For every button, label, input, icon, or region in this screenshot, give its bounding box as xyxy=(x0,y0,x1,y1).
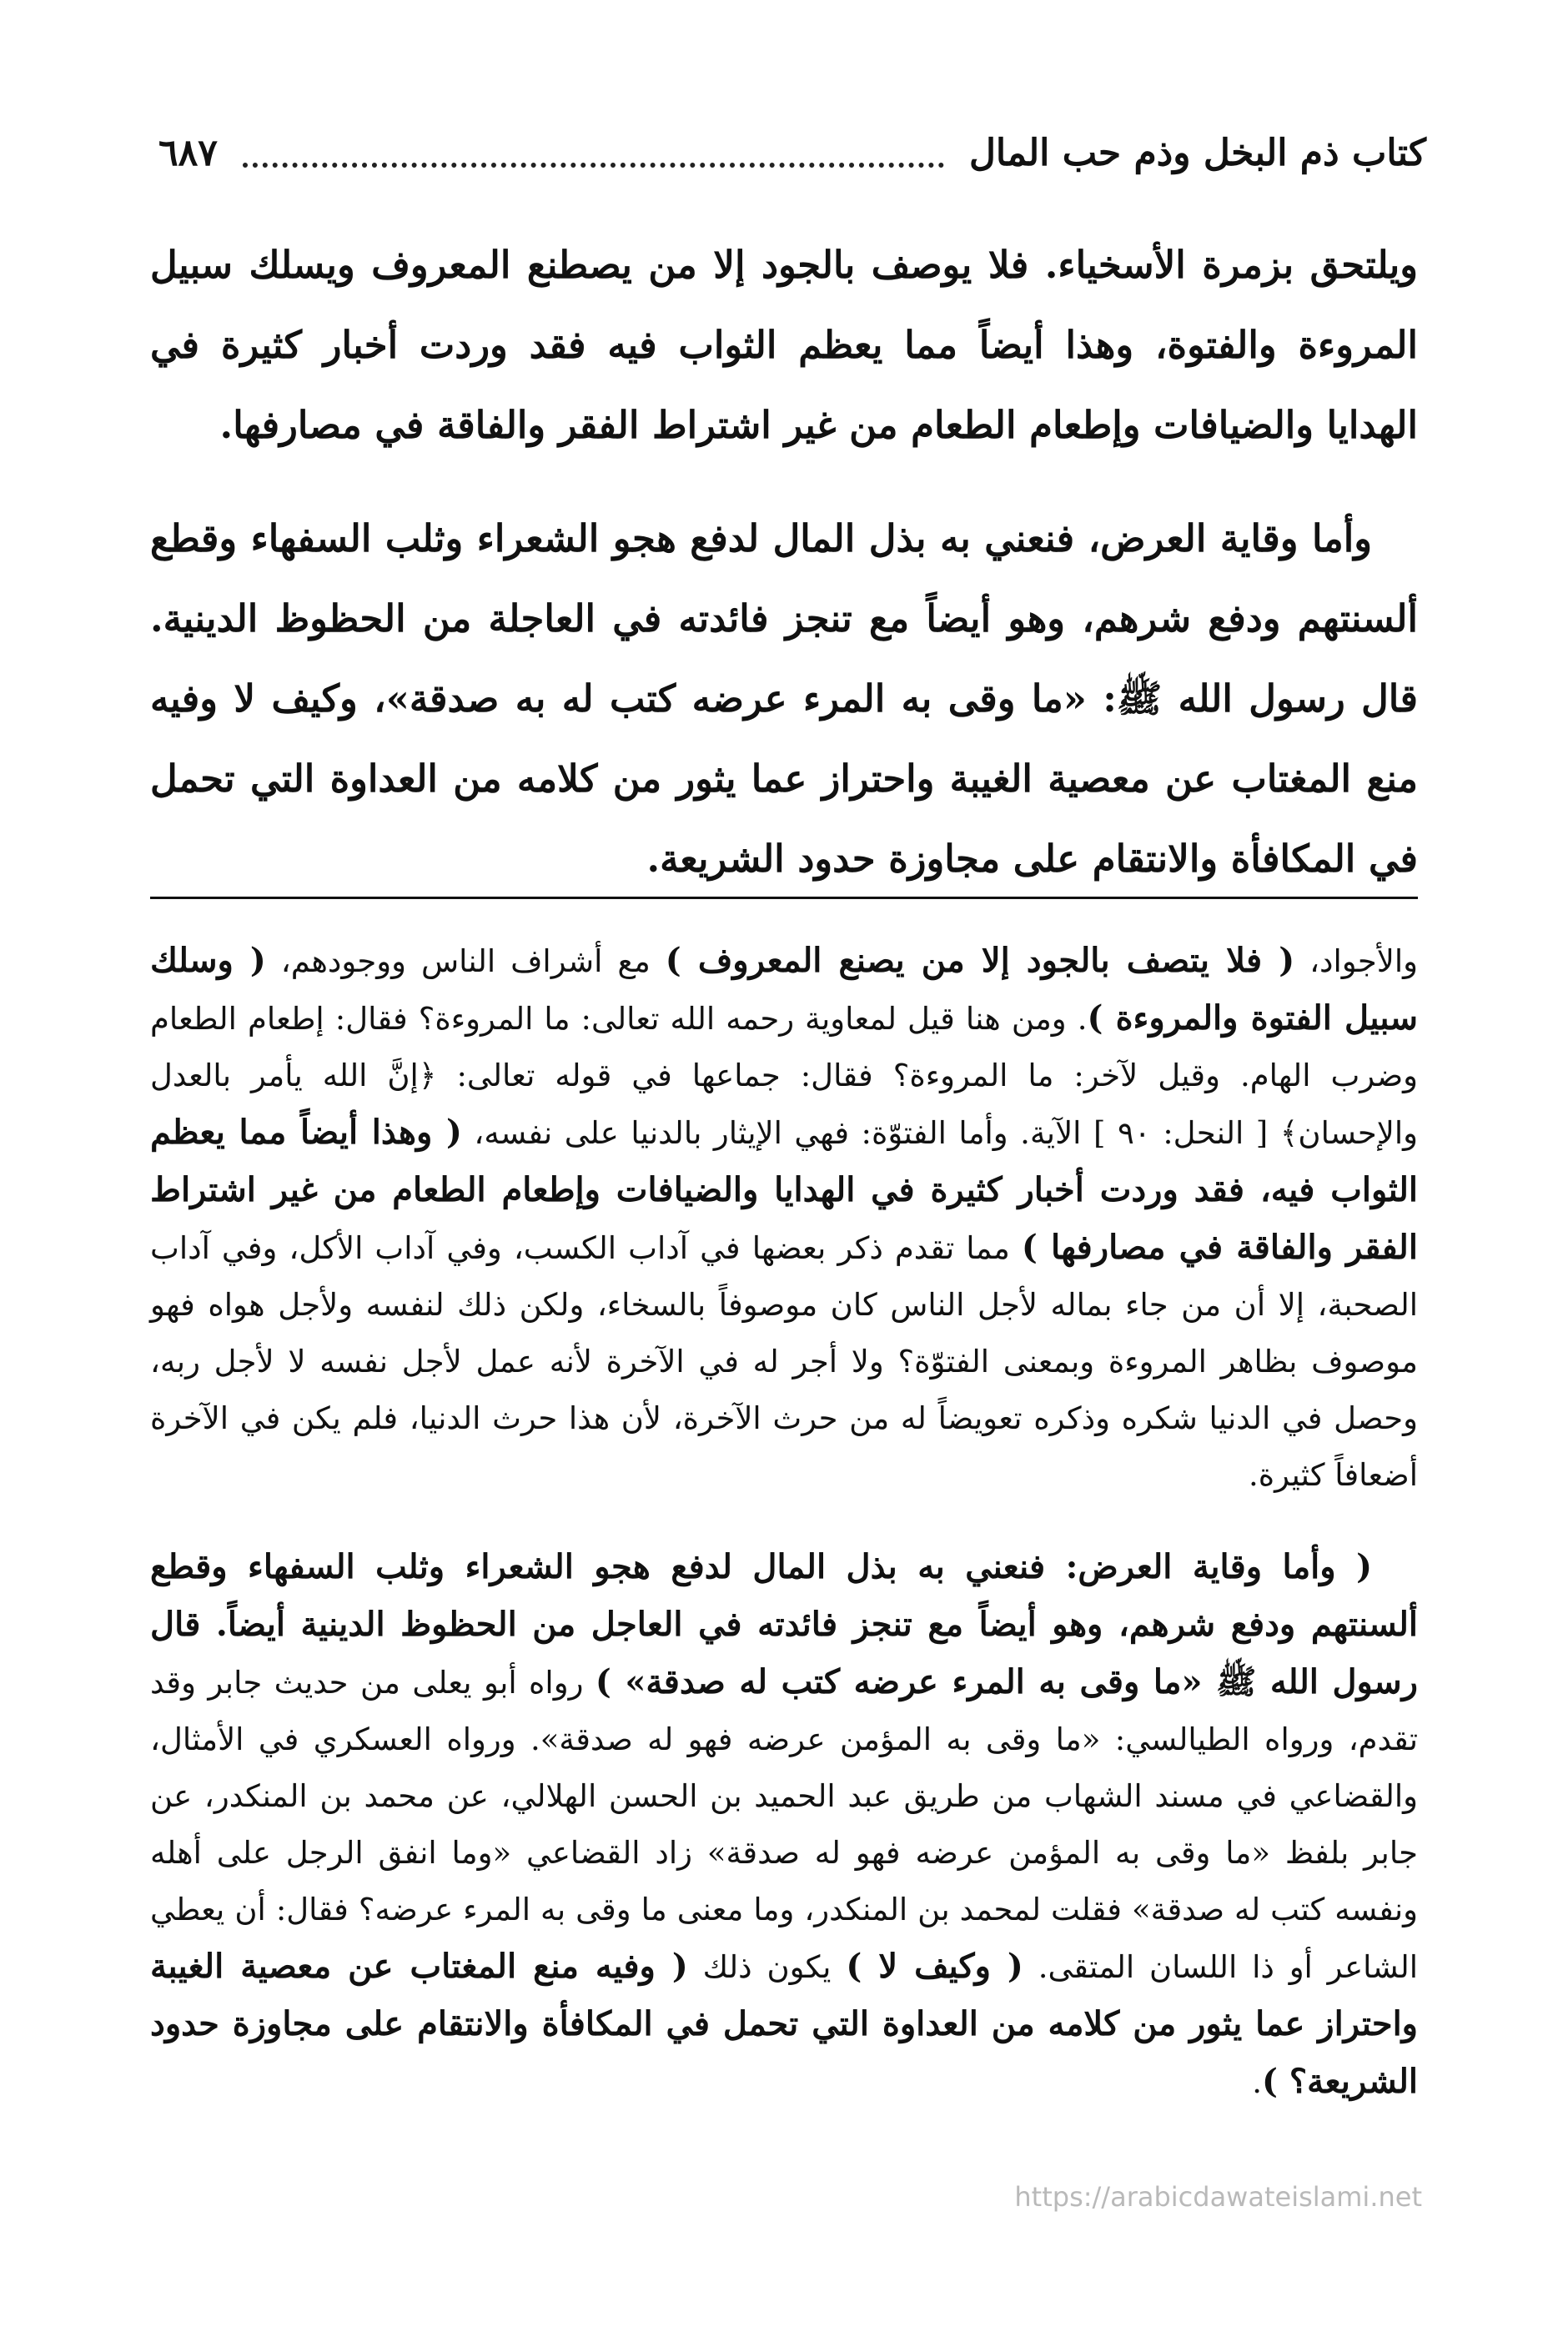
commentary-text: والأجواد، xyxy=(1294,943,1418,979)
quoted-text: ( وكيف لا ) xyxy=(846,1947,1023,1986)
main-paragraph: وأما وقاية العرض، فنعني به بذل المال لدفع هجو الشعراء وثلب السفهاء وقطع ألسنتهم ودفع شرهم، وهو أيضاً مع تنجز فائدته في العاجلة من الحظوظ الدينية. قال رسول الله ﷺ: «ما وقى به المرء عرضه كتب له به صدقة»، وكيف لا وفيه منع المغتاب عن معصية الغيبة واحتراز عما يثور من كلامه من العداوة التي تحمل في المكافأة والانتقام على مجاوزة حدود الشريعة. xyxy=(150,516,1418,881)
quoted-text: ( وسلك سبيل الفتوة والمروءة ) xyxy=(150,941,1418,1038)
commentary-paragraph xyxy=(150,1539,1418,2111)
watermark-url: https://arabicdawateislami.net xyxy=(1014,2181,1422,2213)
commentary-text: مما تقدم ذكر بعضها في آداب الكسب، وفي آداب الأكل، وفي آداب الصحبة، إلا أن من جاء بماله لأجل الناس كان موصوفاً بالسخاء، ولكن ذلك لنفسه ولأجل هواه فهو موصوف بظاهر المروءة وبمعنى الفتوّة؟ ولا أجر له في الآخرة لأنه عمل لأجل نفسه لا لأجل ربه، وحصل في الدنيا شكره وذكره تعويضاً له من حرث الآخرة، لأن هذا حرث الدنيا، فلم يكن في الآخرة أضعافاً كثيرة. xyxy=(150,1230,1418,1493)
commentary-text: . ومن هنا قيل لمعاوية رحمه الله تعالى: ما المروءة؟ فقال: إطعام الطعام وضرب الهام. وقيل لآخر: ما المروءة؟ فقال: جماعها في قوله تعالى: ﴿إنَّ الله يأمر بالعدل والإحسان﴾ [ النحل: ٩٠ ] الآية. وأما الفتوّة: فهي الإيثار بالدنيا على نفسه، xyxy=(150,1001,1419,1151)
commentary-text: مع أشراف الناس ووجودهم، xyxy=(265,943,666,979)
quoted-text: ( وأما وقاية العرض: فنعني به بذل المال لدفع هجو الشعراء وثلب السفهاء وقطع ألسنتهم ودفع شرهم، وهو أيضاً مع تنجز فائدته في العاجل من الحظوظ الدينية أيضاً. قال رسول الله ﷺ «ما وقى به المرء عرضه كتب له صدقة» ) xyxy=(150,1547,1418,1701)
quoted-text: ( وهذا أيضاً مما يعظم الثواب فيه، فقد وردت أخبار كثيرة في الهدايا والضيافات وإطعام الطعام من غير اشتراط الفقر والفاقة في مصارفها ) xyxy=(150,1113,1418,1267)
chapter-title: كتاب ذم البخل وذم حب المال xyxy=(968,131,1426,174)
commentary xyxy=(150,932,1418,2146)
running-header xyxy=(158,123,1426,182)
commentary-text: . xyxy=(1252,2064,1262,2100)
commentary-text: يكون ذلك xyxy=(687,1949,847,1985)
quoted-text: ( وفيه منع المغتاب عن معصية الغيبة واحتراز عما يثور من كلامه من العداوة التي تحمل في المكافأة والانتقام على مجاوزة حدود الشريعة؟ ) xyxy=(150,1947,1419,2101)
quoted-text: ( فلا يتصف بالجود إلا من يصنع المعروف ) xyxy=(665,941,1295,980)
commentary-text: رواه أبو يعلى من حديث جابر وقد تقدم، ورواه الطيالسي: «ما وقى به المؤمن عرضه فهو له صدقة». ورواه العسكري في الأمثال، والقضاعي في مسند الشهاب من طريق عبد الحميد بن الحسن الهلالي، عن محمد بن المنكدر، عن جابر بلفظ «ما وقى به المؤمن عرضه فهو له صدقة» زاد القضاعي «وما انفق الرجل على أهله ونفسه كتب له صدقة» فقلت لمحمد بن المنكدر، وما معنى ما وقى به المرء عرضه؟ فقال: أن يعطي الشاعر أو ذا اللسان المتقى. xyxy=(150,1665,1419,1985)
page-number: ٦٨٧ xyxy=(158,131,218,174)
footnote-divider xyxy=(150,897,1418,899)
main-paragraph: ويلتحق بزمرة الأسخياء. فلا يوصف بالجود إلا من يصطنع المعروف ويسلك سبيل المروءة والفتوة، وهذا أيضاً مما يعظم الثواب فيه فقد وردت أخبار كثيرة في الهدايا والضيافات وإطعام الطعام من غير اشتراط الفقر والفاقة في مصارفها. xyxy=(150,243,1418,447)
commentary-paragraph xyxy=(150,932,1418,1504)
main-text xyxy=(150,225,1418,932)
leader-dots xyxy=(243,138,944,168)
